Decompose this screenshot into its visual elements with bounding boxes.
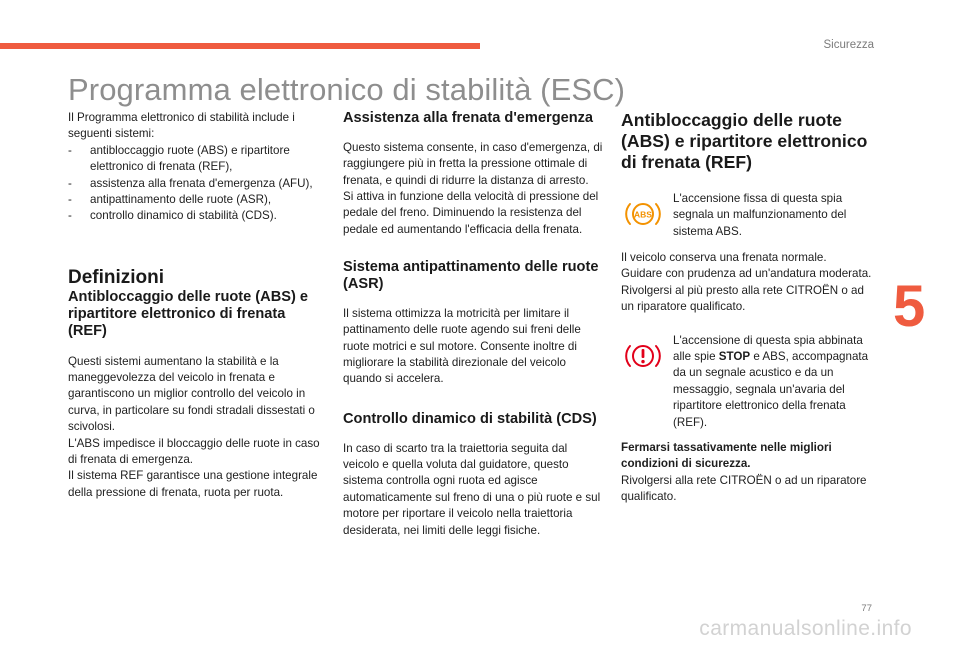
section-label: Sicurezza — [823, 39, 874, 51]
column-middle — [343, 110, 605, 539]
systems-list — [68, 143, 326, 225]
abs-warning-icon — [623, 197, 663, 231]
brand-name: CITROËN — [719, 473, 772, 487]
cds-text: In caso di scarto tra la traiettoria seguita dal veicolo e quella voluta dal guidatore, questo sistema controlla ogni ruota ed agisce automaticamente sul freno di una o più ruote e sul motore per riportare il veicolo nella traiettoria desiderata, nei limiti delle leggi fisiche. — [343, 441, 601, 537]
afu-heading: Assistenza alla frenata d'emergenza — [343, 110, 594, 126]
page-number: 77 — [861, 603, 872, 614]
column-left — [68, 110, 326, 501]
stop-instruction — [621, 440, 873, 473]
alert-warning-icon — [623, 339, 663, 373]
chapter-number: 5 — [893, 274, 926, 339]
list-item: - assistenza alla frenata d'emergenza (AFU), — [68, 176, 326, 192]
abs-fault-text: Il veicolo conserva una frenata normale. — [621, 251, 827, 264]
alert-warning-block — [621, 333, 873, 431]
text-prefix: L'accensione di questa spia abbinata alle spie — [673, 333, 863, 364]
text-suffix: e ABS, accompagnata da un segnale acustico e da un messaggio, segnala un'avaria del ripartitore elettronico della frenata (REF). — [673, 350, 869, 429]
page-title: Programma elettronico di stabilità (ESC) — [68, 72, 626, 107]
asr-text: Il sistema ottimizza la motricità per limitare il pattinamento delle ruote agendo sui freni delle ruote motrici e sul motore. Consente inoltre di migliorare la stabilità direzionale del veicolo quando si accelera. — [343, 306, 581, 386]
cds-heading: Controllo dinamico di stabilità (CDS) — [343, 410, 597, 427]
abs-ref-heading: Antibloccaggio delle ruote (ABS) e ripartitore elettronico di frenata (REF) — [621, 110, 868, 172]
alert-warning-text — [673, 333, 873, 431]
header-accent-bar — [0, 43, 480, 49]
abs-definition-text: Questi sistemi aumentano la stabilità e la maneggevolezza del veicolo in frenata e garantiscono un miglior controllo del veicolo in curva, in particolare su fondi stradali dissestati o scivolosi. — [68, 354, 315, 434]
abs-definition-heading: Antibloccaggio delle ruote (ABS) e ripartitore elettronico di frenata (REF) — [68, 289, 309, 339]
watermark: carmanualsonline.info — [699, 617, 912, 640]
intro-text: Il Programma elettronico di stabilità include i seguenti sistemi: — [68, 111, 295, 141]
abs-definition-text-3: Il sistema REF garantisce una gestione integrale della pressione di frenata, ruota per ruota. — [68, 469, 318, 499]
afu-text: Questo sistema consente, in caso d'emergenza, di raggiungere più in fretta la pressione ottimale di frenata, e quindi di ridurre la distanza di arresto. — [343, 140, 603, 187]
brand-name: CITROËN — [785, 283, 839, 297]
abs-definition-text-2: L'ABS impedisce il bloccaggio delle ruote in caso di frenata di emergenza. — [68, 436, 320, 467]
abs-warning-text: L'accensione fissa di questa spia segnala un malfunzionamento del sistema ABS. — [673, 192, 847, 238]
text-suffix: o ad un riparatore qualificato. — [621, 473, 867, 504]
abs-icon-label: ABS — [634, 209, 652, 220]
asr-heading: Sistema antipattinamento delle ruote (ASR) — [343, 259, 599, 293]
afu-text-2: Si attiva in funzione della velocità di pressione del pedale del freno. Diminuendo la resistenza del pedale ed aumentando l'efficacia della frenata. — [343, 190, 599, 236]
list-item: - antipattinamento delle ruote (ASR), — [68, 192, 326, 208]
abs-warning-block — [621, 191, 873, 241]
text-suffix: o ad un riparatore qualificato. — [621, 283, 864, 314]
contact-text — [621, 473, 873, 506]
definitions-heading: Definizioni — [68, 266, 165, 288]
column-right — [621, 110, 873, 506]
stop-label: STOP — [718, 350, 751, 364]
stop-instruction-bold: Fermarsi tassativamente nelle migliori condizioni di sicurezza. — [621, 441, 832, 471]
list-item: - antibloccaggio ruote (ABS) e ripartitore elettronico di frenata (REF), — [68, 143, 326, 176]
text-prefix: Rivolgersi al più presto alla rete — [621, 283, 786, 297]
abs-fault-text-3 — [621, 283, 873, 316]
abs-fault-text-2: Guidare con prudenza ad un'andatura moderata. — [621, 267, 872, 281]
text-prefix: Rivolgersi alla rete — [621, 473, 720, 487]
list-item: - controllo dinamico di stabilità (CDS). — [68, 208, 326, 224]
